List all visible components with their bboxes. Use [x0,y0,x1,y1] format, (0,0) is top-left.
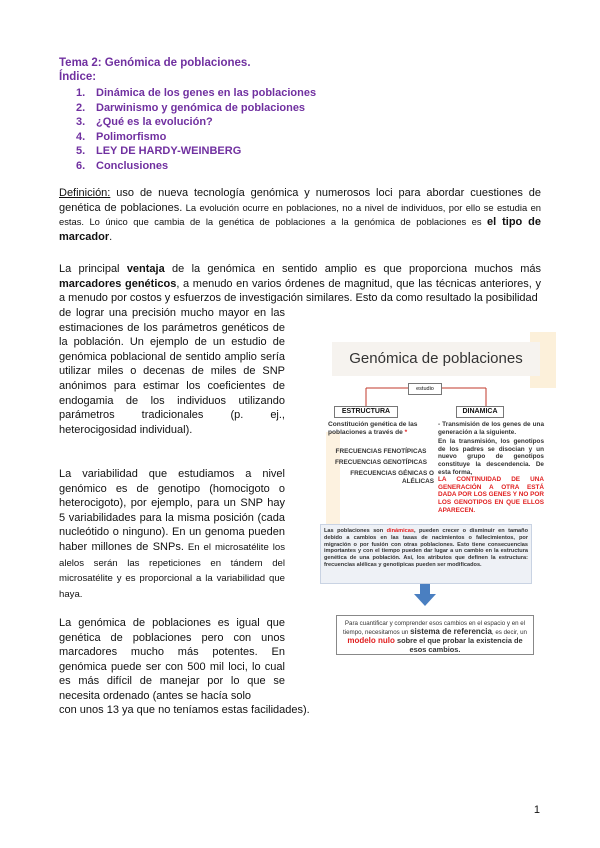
down-arrow-icon [414,584,436,606]
dynamics-box: DINAMICA [456,406,504,418]
definition-label: Definición: [59,187,111,199]
variability-paragraph: La variabilidad que estudiamos a nivel genómico es de genotipo (homocigoto o heterocigoto), por ejemplo, para un SNP hay 5 variabilidades para la misma posición (cada nucleótido o ninguno). En un genoma pueden haber millones de SNPs. En el microsatélite los alelos serán las repeticiones en tándem del microsatélite y es proporcional a la variabilidad que haya. [59,468,285,600]
genomics-figure [326,332,546,708]
toc-item: 1. Dinámica de los genes en las poblaciones [76,87,317,99]
figure-title: Genómica de poblaciones [332,342,540,376]
toc-item: 6. Conclusiones [76,159,169,172]
structure-box: ESTRUCTURA [334,406,398,418]
toc-item: 4. Polimorfismo [76,130,167,143]
study-label: estudio [408,383,442,395]
structure-item-1: FRECUENCIAS FENOTÍPICAS [335,448,427,455]
structure-item-2: FRECUENCIAS GENOTÍPICAS [335,459,427,466]
advantage-paragraph-cont: de lograr una precisión mucho mayor en las estimaciones de los parámetros genéticos de la población. Un ejemplo de un estudio de genómica poblacional de sentido amplio sería utilizar miles o decenas de miles de SNP anónimos para estimar los coeficientes de endogamia de los individuos utilizando parámetros tradicionales (p. ej., heterocigosidad individual). [59,307,285,436]
page-number: 1 [533,804,540,816]
advantage-paragraph: La principal ventaja de la genómica en sentido amplio es que proporciona muchos más marcadores genéticos, a menudo en varios órdenes de magnitud, que las técnicas anteriores, y a menudo por costos y esfuerzos de investigación similares. Esto da como resultado la posibilidad [59,263,541,305]
structure-text: Constitución genética de las poblaciones a través de * [328,421,418,436]
dynamics-description-box: Las poblaciones son dinámicas, pueden crecer o disminuir en tamaño debido a cambios en las tasas de nacimientos o fallecimientos, por migración o por fusión con otras poblaciones. Esto tiene consecuencias importantes y con el tiempo pueden dar lugar a un cambio en la estructura genética de una población. Así, los atributos que definen la estructura: frecuencias alélicas y genotipicas pueden ser modificados. [320,524,532,584]
definition-paragraph: Definición: uso de nueva tecnología genómica y numerosos loci para abordar cuestiones de genética de poblaciones. La evolución ocurre en poblaciones, no a nivel de individuos, por ello se estudia en estas. Lo único que cambia de la genética de poblaciones a la genómica de poblaciones es el tipo de marcador. [59,187,541,243]
index-heading: Índice: [59,71,97,83]
dynamics-text: - Transmisión de los genes de una generación a la siguiente. En la transmisión, los genotipos de los padres se disocian y un nuevo grupo de genotipos constituye la descendencia. De esta forma, LA CONTINUIDAD DE UNA GENERACIÓN A OTRA ESTÁ DADA POR LOS GENES Y NO POR LOS GENOTIPOS EN QUE ELLOS APARECEN. [438,421,544,514]
toc-item: 2. Darwinismo y genómica de poblaciones [76,101,306,114]
structure-item-3: FRECUENCIAS GÉNICAS O ALÉLICAS [350,470,434,485]
reference-model-box: Para cuantificar y comprender esos cambios en el espacio y en el tiempo, necesitamos un sistema de referencia, es decir, un modelo nulo sobre el que probar la existencia de esos cambios. [336,615,534,655]
table-of-contents [76,86,316,174]
document-title: Tema 2: Genómica de poblaciones. [59,57,251,69]
toc-item: 3. ¿Qué es la evolución? [76,116,213,129]
comparison-paragraph: La genómica de poblaciones es igual que genética de poblaciones pero con unos marcadores mucho más potentes. En genómica puede ser con 500 mil loci, lo cual es más difícil de manejar por lo que se necesita ordenado (antes se hacía solo [59,617,285,702]
toc-item: 5. LEY DE HARDY-WEINBERG [76,145,242,158]
comparison-paragraph-end: con unos 13 ya que no teníamos estas facilidades). [59,704,310,716]
